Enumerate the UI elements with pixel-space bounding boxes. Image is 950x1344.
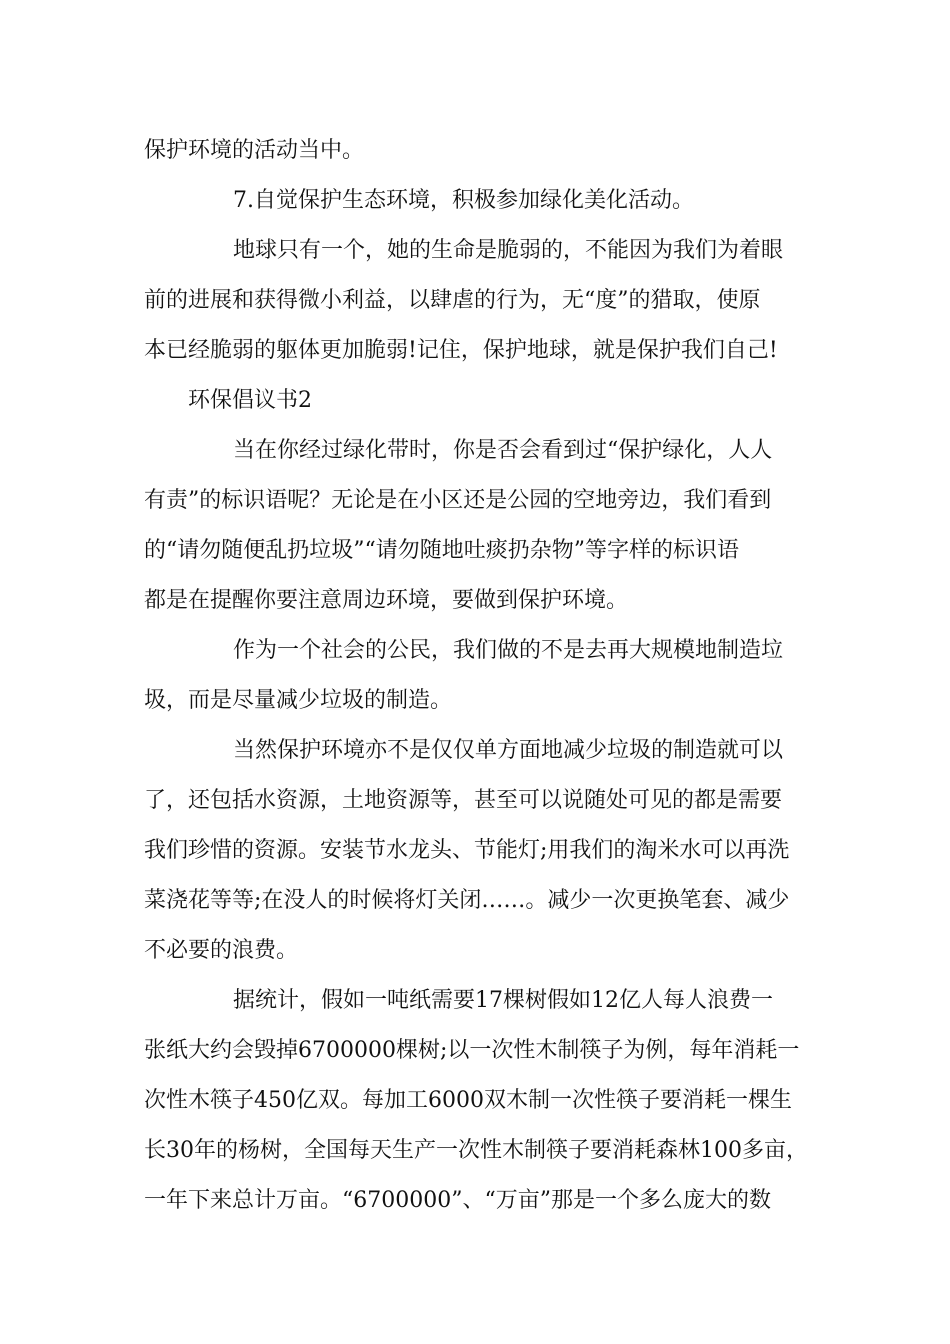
text-line: 张纸大约会毁掉6700000棵树;以一次性木制筷子为例，每年消耗一 [144,1038,800,1063]
paragraph-start: 据统计，假如一吨纸需要17棵树假如12亿人每人浪费一 [233,988,773,1013]
text-line: 一年下来总计万亩。“6700000”、“万亩”那是一个多么庞大的数 [144,1188,771,1213]
text-line: 都是在提醒你要注意周边环境，要做到保护环境。 [144,588,629,613]
list-item: 7.自觉保护生态环境，积极参加绿化美化活动。 [233,188,694,213]
paragraph-start: 当然保护环境亦不是仅仅单方面地减少垃圾的制造就可以 [233,738,784,763]
section-heading: 环保倡议书2 [188,388,312,413]
paragraph-start: 当在你经过绿化带时，你是否会看到过“保护绿化，人人 [233,438,773,463]
text-line: 的“请勿随便乱扔垃圾”“请勿随地吐痰扔杂物”等字样的标识语 [144,538,739,563]
paragraph-start: 作为一个社会的公民，我们做的不是去再大规模地制造垃 [233,638,784,663]
paragraph-start: 地球只有一个，她的生命是脆弱的，不能因为我们为着眼 [233,238,784,263]
text-line: 了，还包括水资源，土地资源等，甚至可以说随处可见的都是需要 [144,788,783,813]
text-line: 次性木筷子450亿双。每加工6000双木制一次性筷子要消耗一棵生 [144,1088,792,1113]
text-line: 保护环境的活动当中。 [144,138,365,163]
text-line: 长30年的杨树，全国每天生产一次性木制筷子要消耗森林100多亩， [144,1138,808,1163]
text-line: 菜浇花等等;在没人的时候将灯关闭……。减少一次更换笔套、减少 [144,888,790,913]
text-line: 我们珍惜的资源。安装节水龙头、节能灯;用我们的淘米水可以再洗 [144,838,790,863]
text-line: 有责”的标识语呢？无论是在小区还是公园的空地旁边，我们看到 [144,488,772,513]
text-line: 本已经脆弱的躯体更加脆弱!记住，保护地球，就是保护我们自己! [144,338,778,363]
text-line: 前的进展和获得微小利益，以肆虐的行为，无“度”的猎取，使原 [144,288,761,313]
text-line: 圾，而是尽量减少垃圾的制造。 [144,688,453,713]
text-line: 不必要的浪费。 [144,938,299,963]
